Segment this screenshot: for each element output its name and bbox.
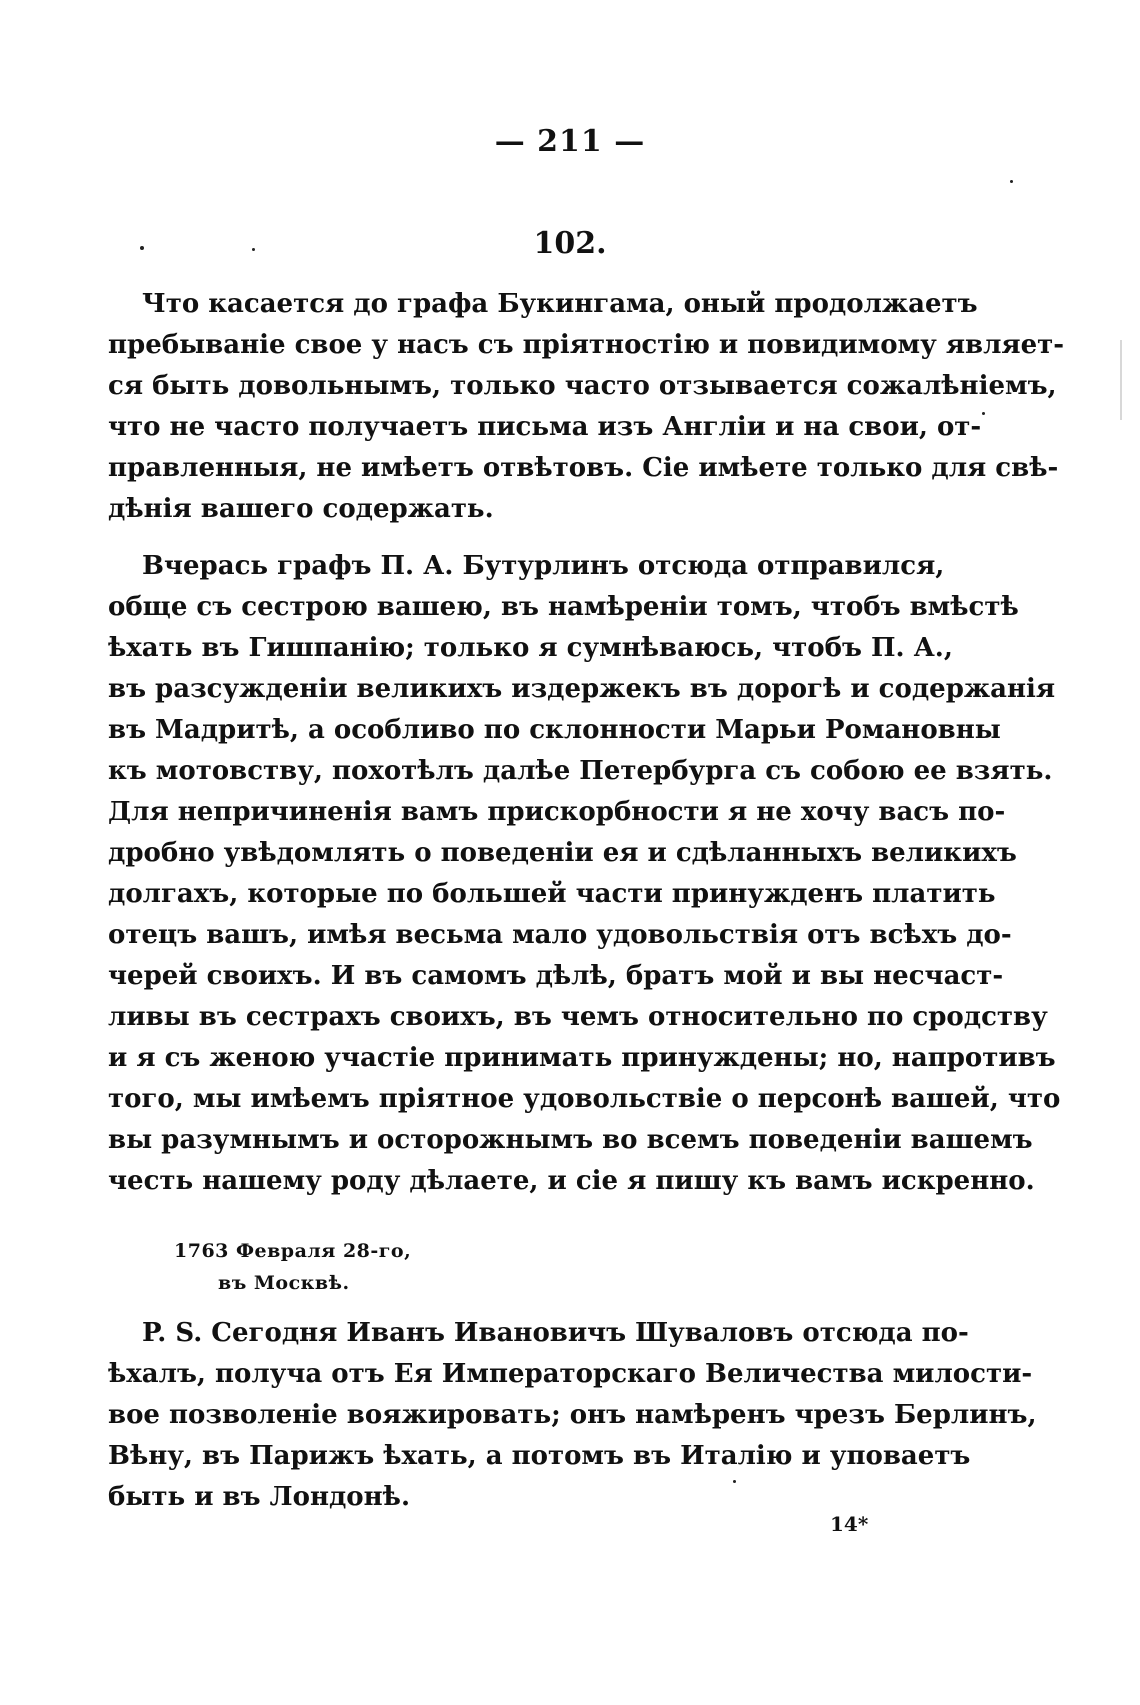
- text-line: въ Мадритѣ, а особливо по склонности Марьи Романовны: [108, 715, 1001, 745]
- text-line: пребываніе свое у насъ съ пріятностію и повидимому являет-: [108, 330, 1065, 360]
- text-line: отецъ вашъ, имѣя весьма мало удовольствія отъ всѣхъ до-: [108, 920, 1012, 950]
- text-line: Вчерась графъ П. А. Бутурлинъ отсюда отправился,: [142, 551, 945, 581]
- text-line: обще съ сестрою вашею, въ намѣреніи томъ, чтобъ вмѣстѣ: [108, 592, 1019, 622]
- paragraph-2: [108, 546, 1061, 1202]
- signature-mark: 14*: [830, 1512, 869, 1536]
- text-line: и я съ женою участіе принимать принуждены; но, напротивъ: [108, 1043, 1056, 1073]
- text-line: Для непричиненія вамъ прискорбности я не хочу васъ по-: [108, 797, 1006, 827]
- letter-place: въ Москвѣ.: [218, 1272, 350, 1294]
- text-line: вы разумнымъ и осторожнымъ во всемъ поведеніи вашемъ: [108, 1125, 1033, 1155]
- text-line: что не часто получаетъ письма изъ Англіи и на свои, от-: [108, 412, 982, 442]
- text-line: того, мы имѣемъ пріятное удовольствіе о персонѣ вашей, что: [108, 1084, 1061, 1114]
- text-line: Что касается до графа Букингама, оный продолжаетъ: [142, 289, 978, 319]
- text-line: правленныя, не имѣетъ отвѣтовъ. Сіе имѣете только для свѣ-: [108, 453, 1059, 483]
- text-line: вое позволеніе вояжировать; онъ намѣренъ чрезъ Берлинъ,: [108, 1400, 1037, 1430]
- paragraph-1: [108, 284, 1065, 530]
- text-line: Вѣну, въ Парижъ ѣхать, а потомъ въ Италію и уповаетъ: [108, 1441, 971, 1471]
- text-line: въ разсужденіи великихъ издержекъ въ дорогѣ и содержанія: [108, 674, 1056, 704]
- text-line: ливы въ сестрахъ своихъ, въ чемъ относительно по сродству: [108, 1002, 1048, 1032]
- scan-speck: [1120, 340, 1122, 420]
- text-line: P. S. Сегодня Иванъ Ивановичъ Шуваловъ отсюда по-: [142, 1318, 969, 1348]
- text-line: честь нашему роду дѣлаете, и сіе я пишу къ вамъ искренно.: [108, 1166, 1035, 1196]
- text-line: долгахъ, которые по большей части принужденъ платить: [108, 879, 996, 909]
- text-line: ся быть довольнымъ, только часто отзывается сожалѣніемъ,: [108, 371, 1057, 401]
- scan-speck: [733, 1480, 736, 1483]
- text-line: дѣнія вашего содержать.: [108, 494, 494, 524]
- text-line: дробно увѣдомлять о поведеніи ея и сдѣланныхъ великихъ: [108, 838, 1017, 868]
- text-line: ѣхать въ Гишпанію; только я сумнѣваюсь, чтобъ П. А.,: [108, 633, 953, 663]
- letter-number: 102.: [533, 226, 607, 261]
- scan-speck: [252, 248, 255, 251]
- scan-speck: [1010, 180, 1013, 183]
- postscript: [108, 1312, 1037, 1517]
- text-line: быть и въ Лондонѣ.: [108, 1482, 411, 1512]
- text-line: черей своихъ. И въ самомъ дѣлѣ, братъ мой и вы несчаст-: [108, 961, 1004, 991]
- page-number-header: — 211 —: [494, 124, 646, 159]
- text-line: къ мотовству, похотѣлъ далѣе Петербурга съ собою ее взять.: [108, 756, 1053, 786]
- scan-speck: [140, 246, 144, 250]
- text-line: ѣхалъ, получа отъ Ея Императорскаго Величества милости-: [108, 1359, 1033, 1389]
- scan-speck: [982, 412, 985, 415]
- letter-date: 1763 Февраля 28-го,: [174, 1240, 412, 1262]
